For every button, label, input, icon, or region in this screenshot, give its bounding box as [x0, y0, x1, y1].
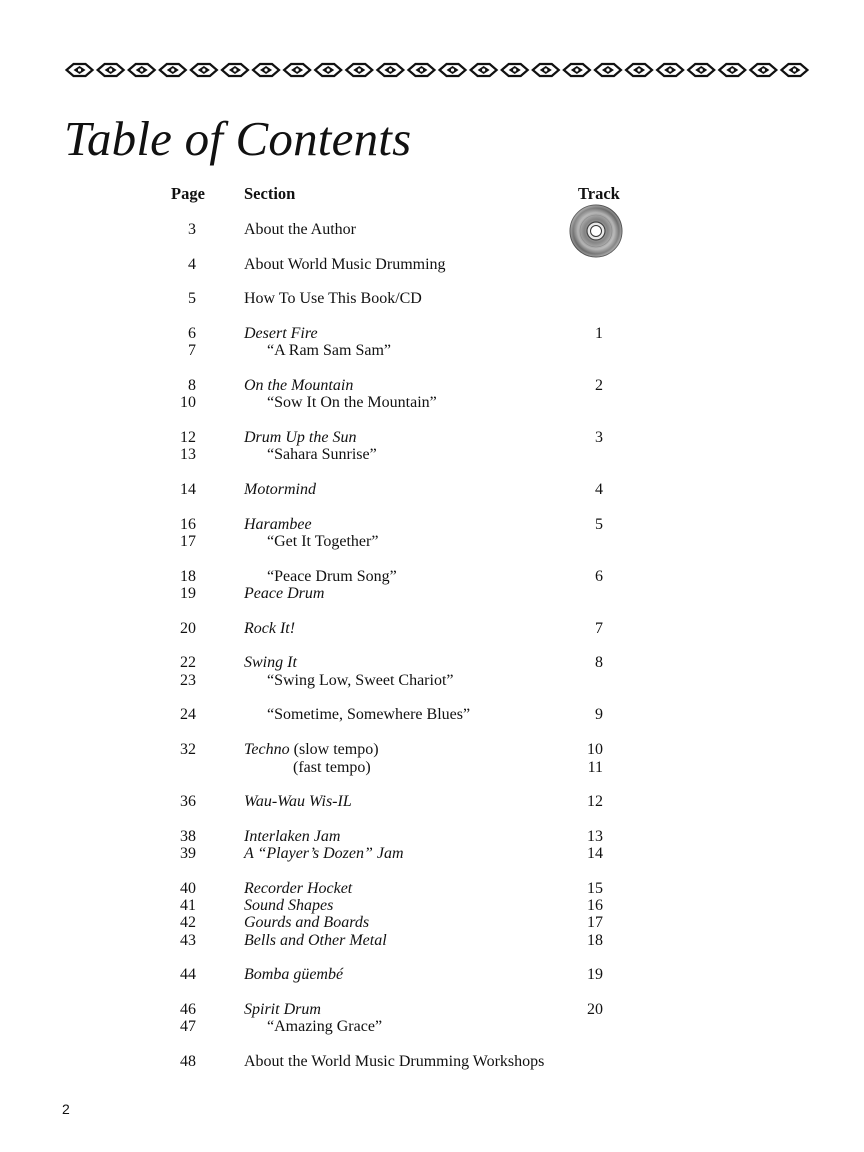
toc-section-title: Swing It [244, 654, 297, 671]
toc-page-number: 4 [188, 256, 196, 273]
toc-section-title: “Sahara Sunrise” [267, 446, 377, 463]
toc-section-title: Rock It! [244, 620, 296, 637]
toc-entry [0, 741, 864, 759]
toc-entry [0, 516, 864, 534]
toc-page-number: 39 [180, 845, 196, 862]
toc-entry [0, 325, 864, 343]
toc-entry [0, 481, 864, 499]
toc-page-number: 17 [180, 533, 196, 550]
toc-section-title: A “Player’s Dozen” Jam [244, 845, 404, 862]
toc-section-title: Peace Drum [244, 585, 325, 602]
toc-section-title: Sound Shapes [244, 897, 334, 914]
toc-section-title: About the Author [244, 221, 356, 238]
toc-track-number: 17 [587, 914, 603, 931]
toc-section-title: Recorder Hocket [244, 880, 353, 897]
toc-track-number: 10 [587, 741, 603, 758]
toc-section-italic: Techno [244, 741, 290, 758]
toc-entry [0, 377, 864, 395]
toc-section-title: “Swing Low, Sweet Chariot” [267, 672, 454, 689]
toc-section-title: Bomba güembé [244, 966, 344, 983]
toc-track-number: 7 [595, 620, 603, 637]
toc-entry [0, 585, 864, 603]
toc-page-number: 41 [180, 897, 196, 914]
toc-track-number: 18 [587, 932, 603, 949]
toc-entry [0, 966, 864, 984]
toc-entry [0, 897, 864, 915]
toc-page-number: 24 [180, 706, 196, 723]
toc-section-title: “Peace Drum Song” [267, 568, 397, 585]
toc-section-title: “A Ram Sam Sam” [267, 342, 391, 359]
toc-page-number: 46 [180, 1001, 196, 1018]
toc-entry [0, 654, 864, 672]
toc-page-number: 10 [180, 394, 196, 411]
page-number: 2 [62, 1101, 70, 1117]
toc-section-title: “Amazing Grace” [267, 1018, 383, 1035]
toc-entry [0, 256, 864, 274]
toc-entry [0, 342, 864, 360]
toc-entry [0, 759, 864, 777]
toc-track-number: 12 [587, 793, 603, 810]
toc-page-number: 42 [180, 914, 196, 931]
toc-page-number: 36 [180, 793, 196, 810]
page-title: Table of Contents [64, 111, 412, 166]
toc-entry [0, 568, 864, 586]
toc-section-title: On the Mountain [244, 377, 354, 394]
toc-track-number: 19 [587, 966, 603, 983]
toc-section-title: Bells and Other Metal [244, 932, 387, 949]
toc-page-number: 44 [180, 966, 196, 983]
toc-section-title: Drum Up the Sun [244, 429, 357, 446]
toc-entry [0, 1001, 864, 1019]
toc-section-title: Gourds and Boards [244, 914, 370, 931]
toc-page-number: 40 [180, 880, 196, 897]
toc-page-number: 20 [180, 620, 196, 637]
toc-page-number: 47 [180, 1018, 196, 1035]
toc-entry [0, 620, 864, 638]
toc-track-number: 4 [595, 481, 603, 498]
toc-page-number: 8 [188, 377, 196, 394]
toc-section-title: Spirit Drum [244, 1001, 321, 1018]
toc-entry [0, 394, 864, 412]
toc-section-title: “Get It Together” [267, 533, 379, 550]
toc-page-number: 43 [180, 932, 196, 949]
toc-page-number: 19 [180, 585, 196, 602]
toc-section-title: About the World Music Drumming Workshops [244, 1053, 545, 1070]
toc-track-number: 15 [587, 880, 603, 897]
toc-section-title: About World Music Drumming [244, 256, 446, 273]
toc-section-title: “Sow It On the Mountain” [267, 394, 437, 411]
toc-page-number: 23 [180, 672, 196, 689]
toc-entry [0, 446, 864, 464]
toc-page-number: 16 [180, 516, 196, 533]
toc-section-title: Desert Fire [244, 325, 318, 342]
toc-track-number: 16 [587, 897, 603, 914]
toc-page-number: 38 [180, 828, 196, 845]
toc-page-number: 13 [180, 446, 196, 463]
toc-page-number: 22 [180, 654, 196, 671]
toc-page-number: 7 [188, 342, 196, 359]
toc-entry [0, 290, 864, 308]
toc-page-number: 18 [180, 568, 196, 585]
toc-entry [0, 793, 864, 811]
toc-track-number: 5 [595, 516, 603, 533]
toc-section-title: Interlaken Jam [244, 828, 341, 845]
toc-page-number: 12 [180, 429, 196, 446]
toc-section-title: (fast tempo) [293, 759, 371, 776]
toc-page-number: 3 [188, 221, 196, 238]
toc-section-suffix: (slow tempo) [289, 741, 379, 758]
toc-track-number: 8 [595, 654, 603, 671]
toc-entry [0, 914, 864, 932]
toc-entry [0, 1053, 864, 1071]
toc-page-number: 14 [180, 481, 196, 498]
toc-track-number: 11 [587, 759, 603, 776]
toc-page-number: 6 [188, 325, 196, 342]
toc-track-number: 6 [595, 568, 603, 585]
toc-section-title: Wau-Wau Wis-IL [244, 793, 352, 810]
toc-page-number: 32 [180, 741, 196, 758]
toc-entry [0, 828, 864, 846]
toc-track-number: 13 [587, 828, 603, 845]
toc-entry [0, 1018, 864, 1036]
toc-track-number: 3 [595, 429, 603, 446]
toc-section-title [244, 741, 379, 759]
toc-entry [0, 845, 864, 863]
column-header-page: Page [171, 184, 205, 203]
toc-section-title: Harambee [244, 516, 312, 533]
toc-entry [0, 429, 864, 447]
toc-section-title: “Sometime, Somewhere Blues” [267, 706, 471, 723]
toc-track-number: 20 [587, 1001, 603, 1018]
toc-entry [0, 932, 864, 950]
toc-entry [0, 706, 864, 724]
toc-track-number: 1 [595, 325, 603, 342]
column-header-track: Track [578, 184, 620, 203]
toc-page-number: 5 [188, 290, 196, 307]
toc-entry [0, 221, 864, 239]
toc-section-title: Motormind [244, 481, 316, 498]
toc-track-number: 2 [595, 377, 603, 394]
toc-entry [0, 672, 864, 690]
toc-entry [0, 880, 864, 898]
toc-track-number: 9 [595, 706, 603, 723]
toc-track-number: 14 [587, 845, 603, 862]
toc-page-number: 48 [180, 1053, 196, 1070]
toc-section-title: How To Use This Book/CD [244, 290, 422, 307]
column-header-section: Section [244, 184, 296, 203]
toc-entry [0, 533, 864, 551]
